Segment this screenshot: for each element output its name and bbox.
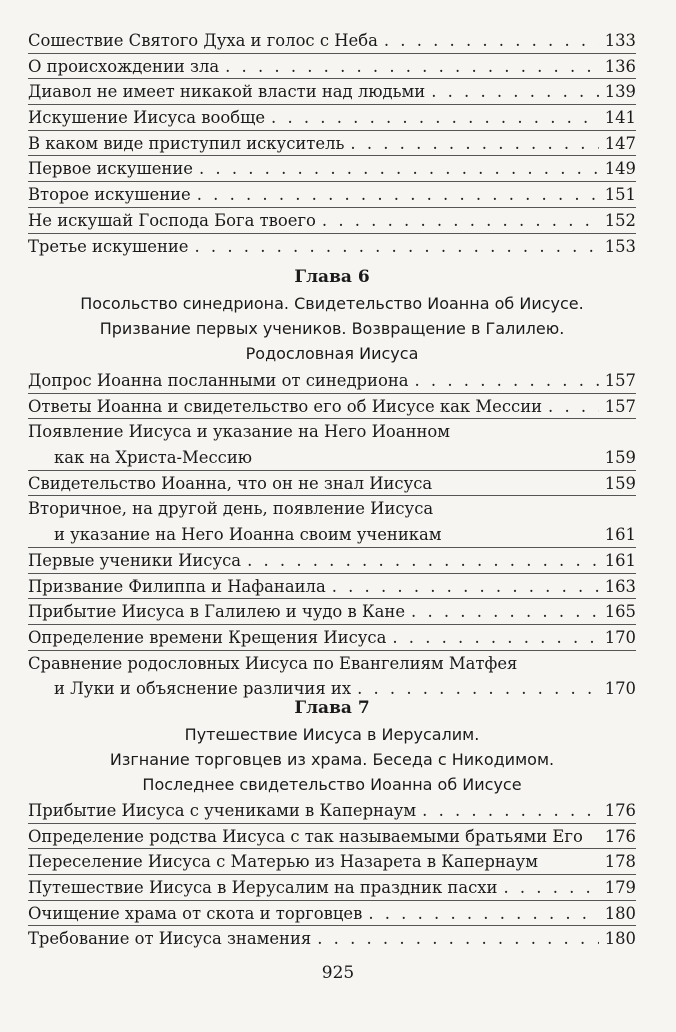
page-number: 161 <box>604 525 636 545</box>
page-number: 176 <box>604 826 636 846</box>
toc-entry: Сошествие Святого Духа и голос с Неба . . . 133 <box>28 28 636 54</box>
page-number: 180 <box>604 903 636 923</box>
page-number: 136 <box>604 56 636 76</box>
chapter-subtitle-line: Изгнание торговцев из храма. Беседа с Никодимом. <box>109 750 555 769</box>
page-number: 176 <box>604 801 636 820</box>
toc-entry: Сравнение родословных Иисуса по Евангелиям Матфея и Луки и объяснение различия их . . . 170 <box>28 651 636 702</box>
toc-section-chapter-6 <box>28 368 636 702</box>
chapter-subtitle-line: Путешествие Иисуса в Иерусалим. <box>184 725 480 744</box>
chapter-7-heading <box>28 695 636 797</box>
page-number: 139 <box>604 82 636 102</box>
page-number: 147 <box>604 133 636 153</box>
toc-entry: Определение родства Иисуса с так называемыми братьями Его 176 <box>28 824 636 850</box>
toc-entry: Переселение Иисуса с Матерью из Назарета в Капернаум 178 <box>28 849 636 875</box>
toc-entry: Свидетельство Иоанна, что он не знал Иисуса 159 <box>28 471 636 497</box>
toc-entry: Определение времени Крещения Иисуса . . . 170 <box>28 625 636 651</box>
page-number: 170 <box>604 679 636 699</box>
toc-entry: В каком виде приступил искуситель . . . 147 <box>28 131 636 157</box>
toc-entry: Диавол не имеет никакой власти над людьми . . . 139 <box>28 79 636 105</box>
page-number: 178 <box>604 852 636 872</box>
page-number: 163 <box>604 576 636 596</box>
page-number: 153 <box>604 236 636 256</box>
toc-entry: Вторичное, на другой день, появление Иисуса и указание на Него Иоанна своим ученикам 161 <box>28 496 636 547</box>
chapter-subtitle-line: Посольство синедриона. Свидетельство Иоанна об Иисусе. <box>80 294 584 313</box>
page-number: 157 <box>604 371 636 390</box>
page-number: 159 <box>604 473 636 493</box>
toc-entry: Первое искушение . . . 149 <box>28 156 636 182</box>
page-number: 151 <box>604 185 636 205</box>
toc-entry: О происхождении зла . . . 136 <box>28 54 636 80</box>
chapter-title: Глава 6 <box>294 267 370 287</box>
page-folio: 925 <box>321 963 355 983</box>
page-number: 179 <box>604 878 636 898</box>
toc-entry: Путешествие Иисуса в Иерусалим на праздник пасхи . . . 179 <box>28 875 636 901</box>
toc-entry: Прибытие Иисуса в Галилею и чудо в Кане . . . 165 <box>28 599 636 625</box>
toc-entry: Третье искушение . . . 153 <box>28 234 636 260</box>
toc-entry: Искушение Иисуса вообще . . . 141 <box>28 105 636 131</box>
page-number: 152 <box>604 210 636 230</box>
toc-section-top <box>28 28 636 259</box>
chapter-subtitle-line: Последнее свидетельство Иоанна об Иисусе <box>142 775 522 794</box>
page-number: 149 <box>604 159 636 179</box>
page-number: 133 <box>604 31 636 50</box>
page-number: 159 <box>604 448 636 468</box>
page-number: 157 <box>604 396 636 416</box>
toc-entry: Требование от Иисуса знамения . . . 180 <box>28 926 636 952</box>
toc-entry: Прибытие Иисуса с учениками в Капернаум . . . 176 <box>28 798 636 824</box>
page-number: 170 <box>604 627 636 647</box>
page-number: 165 <box>604 602 636 622</box>
toc-entry: Не искушай Господа Бога твоего . . . 152 <box>28 208 636 234</box>
toc-entry: Появление Иисуса и указание на Него Иоанном как на Христа-Мессию 159 <box>28 419 636 470</box>
toc-entry: Второе искушение . . . 151 <box>28 182 636 208</box>
toc-entry: Призвание Филиппа и Нафанаила . . . 163 <box>28 574 636 600</box>
toc-section-chapter-7 <box>28 798 636 952</box>
chapter-title: Глава 7 <box>294 698 370 718</box>
toc-entry: Допрос Иоанна посланными от синедриона . . . 157 <box>28 368 636 394</box>
page-number: 141 <box>604 108 636 128</box>
page-number: 161 <box>604 550 636 570</box>
chapter-subtitle-line: Родословная Иисуса <box>245 344 419 363</box>
toc-entry: Первые ученики Иисуса . . . 161 <box>28 548 636 574</box>
page-number: 180 <box>604 929 636 949</box>
toc-entry: Очищение храма от скота и торговцев . . . 180 <box>28 901 636 927</box>
toc-entry: Ответы Иоанна и свидетельство его об Иисусе как Мессии . . . 157 <box>28 394 636 420</box>
chapter-subtitle-line: Призвание первых учеников. Возвращение в Галилею. <box>99 319 565 338</box>
chapter-6-heading <box>28 264 636 366</box>
